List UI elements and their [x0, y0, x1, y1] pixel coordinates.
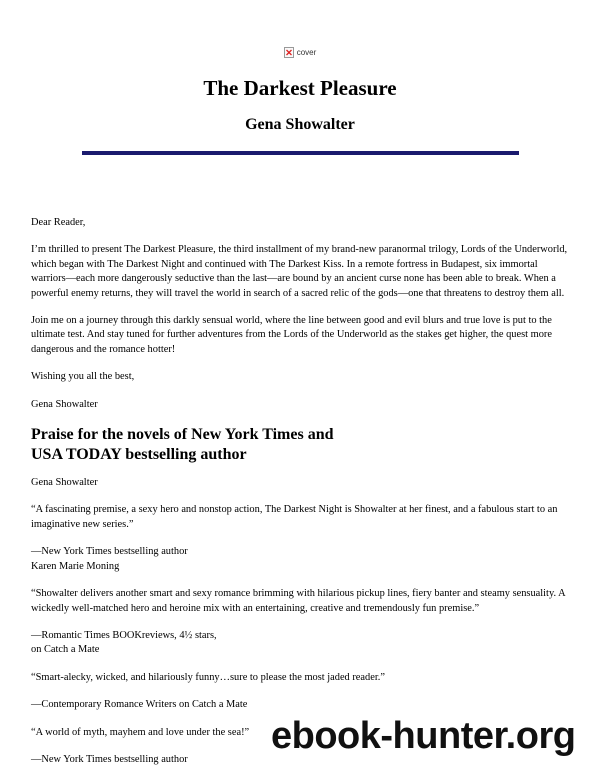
quote-attribution — [31, 545, 571, 574]
letter-paragraph: I’m thrilled to present The Darkest Pleasure, the third installment of my brand-new paranormal trilogy, Lords of the Underworld, which began with The Darkest Night and continued with The Darkest Kiss. In a remote fortress in Budapest, six immortal warriors—each more dangerously seductive than the last—are bound by an ancient curse none has been able to break. When a powerful enemy returns, they will travel the world in search of a sacred relic of the gods—one that threatens to destroy them all. — [31, 244, 568, 299]
quote-attribution — [31, 629, 571, 658]
cover-image — [0, 47, 600, 58]
letter-signature: Gena Showalter — [31, 398, 98, 410]
attribution-line: —New York Times bestselling author — [31, 546, 188, 558]
attribution-line: —New York Times bestselling author — [31, 753, 188, 765]
watermark-text: ebook-hunter.org — [271, 715, 576, 757]
praise-heading-line: USA TODAY bestselling author — [31, 446, 247, 464]
praise-quote: “A world of myth, mayhem and love under the sea!” — [31, 726, 250, 738]
praise-quote: “A fascinating premise, a sexy hero and nonstop action, The Darkest Night is Showalter at her finest, and a fabulous start to an imaginative new series.” — [31, 504, 558, 530]
attribution-line: —Romantic Times BOOKreviews, 4½ stars, — [31, 629, 217, 641]
book-title: The Darkest Pleasure — [203, 76, 397, 100]
book-author: Gena Showalter — [245, 116, 355, 133]
quote-attribution — [31, 698, 571, 712]
letter-salutation: Dear Reader, — [31, 217, 86, 228]
page-content — [31, 216, 571, 780]
broken-image-icon — [284, 47, 294, 58]
attribution-line: on Catch a Mate — [31, 644, 100, 656]
praise-heading-line: Praise for the novels of New York Times and — [31, 426, 334, 444]
letter-closing: Wishing you all the best, — [31, 371, 135, 383]
attribution-line: Karen Marie Moning — [31, 560, 120, 572]
praise-heading — [31, 425, 571, 465]
cover-alt-text: cover — [296, 48, 317, 57]
title-divider — [82, 151, 519, 155]
praise-quote: “Showalter delivers another smart and sexy romance brimming with hilarious pickup lines, fiery banter and steamy sensuality. A wickedly well-matched hero and heroine mix with an entertaining, creative and tremendously fun premise.” — [31, 588, 566, 614]
praise-quote: “Smart-alecky, wicked, and hilariously funny…sure to please the most jaded reader.” — [31, 671, 385, 683]
praise-author: Gena Showalter — [31, 477, 98, 489]
letter-paragraph: Join me on a journey through this darkly sensual world, where the line between good and evil blurs and true love is put to the ultimate test. And stay tuned for further adventures from the Lords of the Underworld as the stakes get higher, the quest more dangerous and the romance hotter! — [31, 315, 552, 355]
attribution-line: —Contemporary Romance Writers on Catch a Mate — [31, 699, 248, 711]
